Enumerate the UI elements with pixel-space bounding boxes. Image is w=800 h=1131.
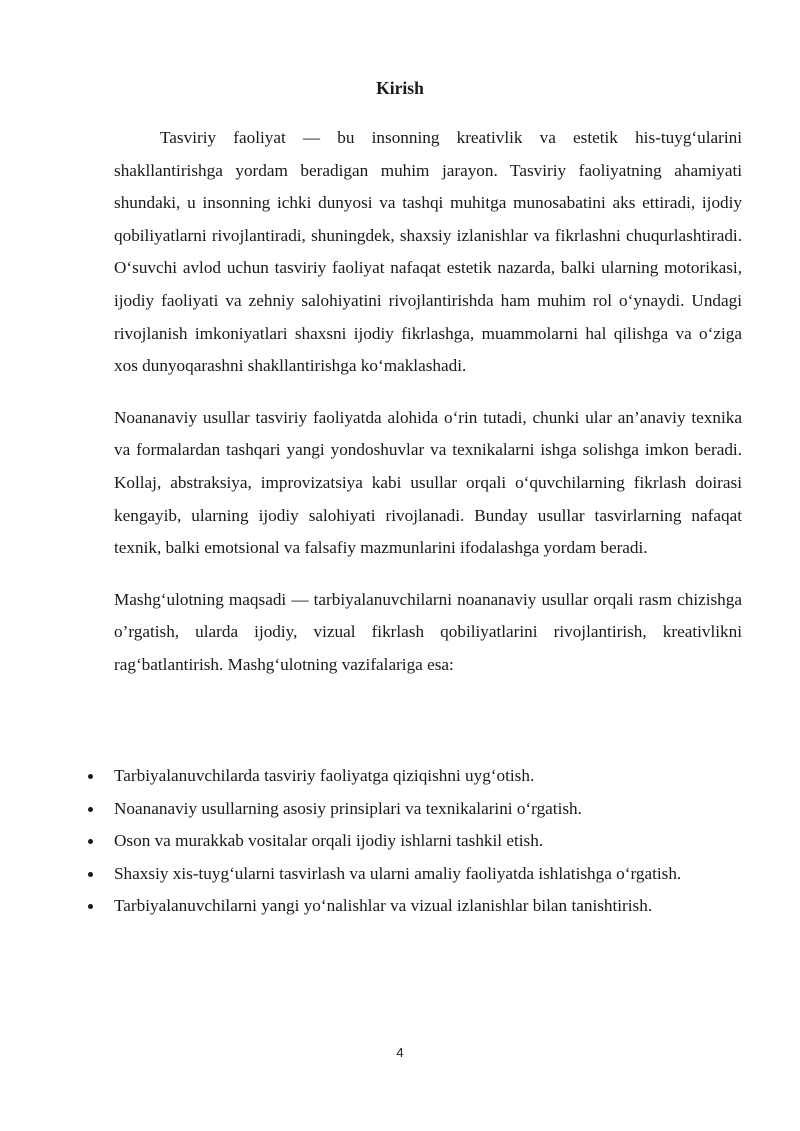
bullet-dot-icon: [88, 904, 93, 909]
list-item: [84, 825, 764, 858]
paragraph-intro: Tasviriy faoliyat — bu insonning kreativlik va estetik his-tuyg‘ularini shakllantirishga yordam beradigan muhim jarayon. Tasviriy faoliyatning ahamiyati shundaki, u insonning ichki dunyosi va tashqi muhitga munosabatini aks ettiradi, ijodiy qobiliyatlarni rivojlantiradi, shuningdek, shaxsiy izlanishlar va fikrlashni chuqurlashtiradi. O‘suvchi avlod uchun tasviriy faoliyat nafaqat estetik nazarda, balki ularning motorikasi, ijodiy faoliyati va zehniy salohiyatini rivojlantirishda ham muhim rol o‘ynaydi. Undagi rivojlanish imkoniyatlari shaxsni ijodiy fikrlashga, muammolarni hal qilishga va o‘ziga xos dunyoqarashni shakllantirishga ko‘maklashadi.: [114, 128, 742, 376]
paragraph-gap: [114, 565, 742, 584]
bullet-dot-icon: [88, 807, 93, 812]
list-item: [84, 760, 764, 793]
bullet-dot-icon: [88, 774, 93, 779]
paragraph-goal: Mashg‘ulotning maqsadi — tarbiyalanuvchilarni noananaviy usullar orqali rasm chizishga o’rgatish, ularda ijodiy, vizual fikrlash qobiliyatlarini rivojlantirish, kreativlikni rag‘batlantirish. Mashg‘ulotning vazifalariga esa:: [114, 589, 742, 674]
page-number: 4: [396, 1045, 404, 1060]
list-item-text: Noananaviy usullarning asosiy prinsiplari va texnikalarini o‘rgatish.: [114, 798, 582, 818]
list-item-text: Tarbiyalanuvchilarni yangi yo‘nalishlar va vizual izlanishlar bilan tanishtirish.: [114, 896, 653, 915]
page-title: Kirish: [376, 78, 424, 98]
list-item: [84, 858, 764, 891]
list-item: [84, 890, 764, 923]
paragraph-gap: [114, 383, 742, 402]
list-item-text: Tarbiyalanuvchilarda tasviriy faoliyatga qiziqishni uyg‘otish.: [114, 766, 535, 785]
body-text: [114, 122, 742, 682]
list-item-text: Oson va murakkab vositalar orqali ijodiy ishlarni tashkil etish.: [114, 831, 544, 850]
bullet-dot-icon: [88, 839, 93, 844]
bullet-dot-icon: [88, 872, 93, 877]
task-list: [84, 760, 764, 923]
list-item: [84, 793, 764, 826]
list-item-text: Shaxsiy xis-tuyg‘ularni tasvirlash va ularni amaliy faoliyatda ishlatishga o‘rgatish.: [114, 863, 682, 883]
paragraph-methods: Noananaviy usullar tasviriy faoliyatda alohida o‘rin tutadi, chunki ular an’anaviy texnika va formalardan tashqari yangi yondoshuvlar va texnikalarni ishga solishga imkon beradi. Kollaj, abstraksiya, improvizatsiya kabi usullar orqali o‘quvchilarning fikrlash doirasi kengayib, ularning ijodiy salohiyati rivojlanadi. Bunday usullar tasvirlarning nafaqat texnik, balki emotsional va falsafiy mazmunlarini ifodalashga yordam beradi.: [114, 407, 742, 558]
